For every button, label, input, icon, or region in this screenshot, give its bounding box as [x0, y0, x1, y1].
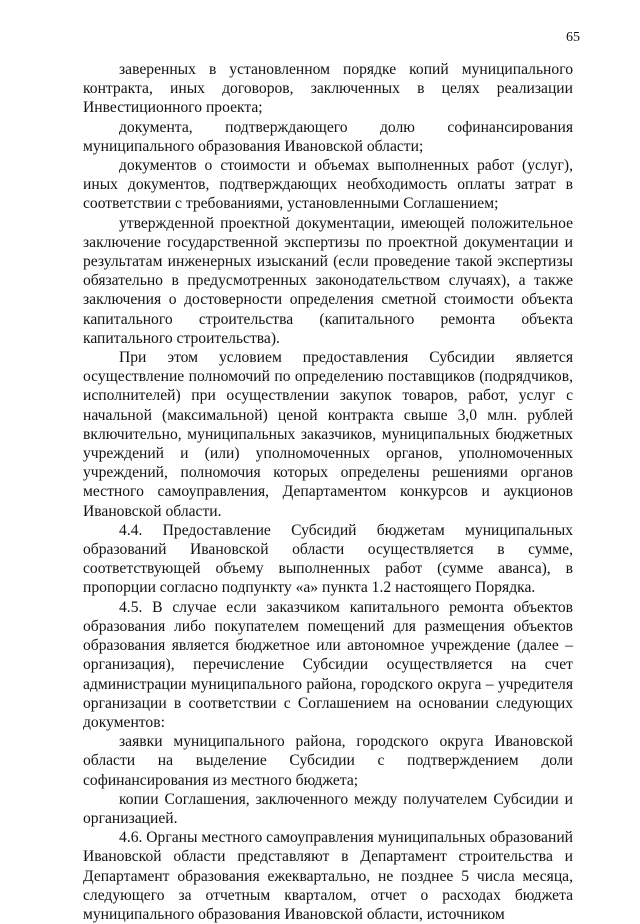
- paragraph-application: заявки муниципального района, городского округа Ивановской области на выделение Субсидии с подтверждением доли софинансирования из местного бюджета;: [83, 733, 573, 789]
- paragraph-4-5: 4.5. В случае если заказчиком капитального ремонта объектов образования либо покупателем помещений для размещения объектов образования является бюджетное или автономное учреждение (далее – организация), перечисление Субсидии осуществляется на счет администрации муниципального района, городского округа – учредителя организации в соответствии с Соглашением на основании следующих документов:: [83, 598, 573, 731]
- page-number: 65: [566, 30, 580, 45]
- paragraph-subsidy-condition: При этом условием предоставления Субсидии является осуществление полномочий по определению поставщиков (подрядчиков, исполнителей) при осуществлении закупок товаров, работ, услуг с начальной (максимальной) ценой контракта свыше 3,0 млн. рублей включительно, муниципальных заказчиков, муниципальных бюджетных учреждений и (или) уполномоченных органов, уполномоченных учреждений, полномочия которых определены решениями органов местного самоуправления, Департаментом конкурсов и аукционов Ивановской области.: [83, 349, 573, 520]
- paragraph-agreement-copies: копии Соглашения, заключенного между получателем Субсидии и организацией.: [83, 790, 573, 827]
- paragraph-cofinancing-document: документа, подтверждающего долю софинансирования муниципального образования Ивановской области;: [83, 118, 573, 155]
- paragraph-4-4: 4.4. Предоставление Субсидий бюджетам муниципальных образований Ивановской области осуществляется в сумме, соответствующей объему выполненных работ (сумме аванса), в пропорции согласно подпункту «а» пункта 1.2 настоящего Порядка.: [83, 521, 573, 597]
- paragraph-4-6: 4.6. Органы местного самоуправления муниципальных образований Ивановской области представляют в Департамент строительства и Департамент образования ежеквартально, не позднее 5 числа месяца, следующего за отчетным кварталом, отчет о расходах бюджета муниципального образования Ивановской области, источником: [83, 829, 574, 923]
- paragraph-project-documentation: утвержденной проектной документации, имеющей положительное заключение государственной экспертизы по проектной документации и результатам инженерных изысканий (если проведение такой экспертизы обязательно в предусмотренных законодательством случаях), а также заключения о достоверности определения сметной стоимости объекта капитального строительства (капитального ремонта объекта капитального строительства).: [83, 214, 573, 347]
- paragraph-cost-documents: документов о стоимости и объемах выполненных работ (услуг), иных документов, подтверждающих необходимость оплаты затрат в соответствии с требованиями, установленными Соглашением;: [83, 157, 573, 213]
- paragraph-certified-copies: заверенных в установленном порядке копий муниципального контракта, иных договоров, заключенных в целях реализации Инвестиционного проекта;: [83, 61, 573, 117]
- document-body: [83, 60, 573, 924]
